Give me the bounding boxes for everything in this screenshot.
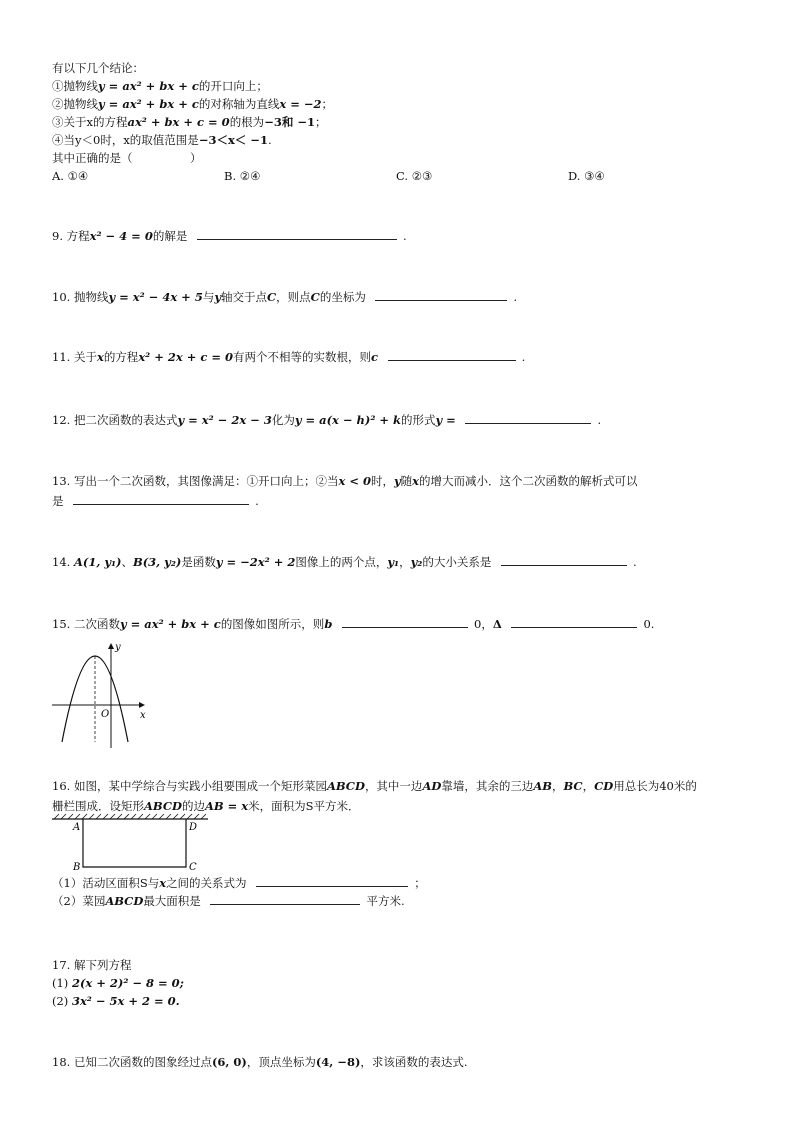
answer-blank-14[interactable]: [501, 554, 627, 566]
question-16: 16. 如图，某中学综合与实践小组要围成一个矩形菜园ABCD，其中一边AD靠墙，其余的三边AB，BC，CD用总长为40米的: [52, 779, 697, 793]
parabola-graph: [50, 640, 160, 750]
statement-2: ②抛物线y = ax² + bx + c的对称轴为直线x = −2；: [52, 97, 333, 111]
question-17: 17. 解下列方程: [52, 958, 132, 972]
question-16-cont: 栅栏围成．设矩形ABCD的边AB = x米，面积为S平方米．: [52, 799, 360, 813]
answer-blank-9[interactable]: [197, 228, 397, 240]
wall-hatching: [54, 814, 206, 819]
question-16-part-1: （1）活动区面积S与x之间的关系式为 ；: [52, 876, 426, 890]
answer-blank-12[interactable]: [465, 412, 591, 424]
question-13-cont: 是 .: [52, 494, 259, 508]
garden-diagram: [50, 814, 210, 874]
answer-blank-15-b[interactable]: [342, 616, 468, 628]
question-12: 12. 把二次函数的表达式y = x² − 2x − 3化为y = a(x − h)² + k的形式y = .: [52, 413, 602, 427]
intro-header: 有以下几个结论：: [52, 61, 144, 75]
x-axis-label: x: [140, 710, 146, 721]
statement-3: ③关于x的方程ax² + bx + c = 0的根为−3和 −1；: [52, 115, 327, 129]
question-16-part-2: （2）菜园ABCD最大面积是 平方米.: [52, 894, 405, 908]
option-d[interactable]: D. ③④: [568, 169, 605, 183]
equation-2: (2) 3x² − 5x + 2 = 0.: [52, 994, 180, 1008]
option-c[interactable]: C. ②③: [396, 169, 433, 183]
equation-1: (1) 2(x + 2)² − 8 = 0;: [52, 976, 184, 990]
question-15: 15. 二次函数y = ax² + bx + c的图像如图所示，则b 0，Δ 0.: [52, 617, 655, 631]
question-13: 13. 写出一个二次函数，其图像满足：①开口向上；②当x < 0时，y随x的增大而减小．这个二次函数的解析式可以: [52, 474, 638, 488]
vertex-a: A: [73, 822, 81, 833]
answer-blank-16-1[interactable]: [256, 875, 408, 887]
vertex-d: D: [189, 822, 198, 833]
answer-blank-15-delta[interactable]: [511, 616, 637, 628]
vertex-b: B: [73, 862, 81, 873]
fence-rectangle: [83, 819, 186, 867]
question-18: 18. 已知二次函数的图象经过点(6, 0)，顶点坐标为(4, −8)，求该函数的表达式.: [52, 1055, 468, 1069]
question-10: 10. 抛物线y = x² − 4x + 5与y轴交于点C，则点C的坐标为 .: [52, 290, 518, 304]
option-a[interactable]: A. ①④: [52, 169, 89, 183]
y-axis-label: y: [115, 642, 121, 653]
statement-4: ④当y＜0时，x的取值范围是−3＜x＜ −1.: [52, 133, 272, 147]
answer-blank-13[interactable]: [73, 493, 249, 505]
answer-blank-11[interactable]: [388, 349, 516, 361]
origin-label: O: [101, 709, 110, 720]
statement-1: ①抛物线y = ax² + bx + c的开口向上；: [52, 79, 268, 93]
answer-blank-16-2[interactable]: [210, 893, 360, 905]
vertex-c: C: [189, 862, 197, 873]
choice-question: 其中正确的是（ ）: [52, 151, 202, 165]
option-b[interactable]: B. ②④: [224, 169, 261, 183]
question-11: 11. 关于x的方程x² + 2x + c = 0有两个不相等的实数根，则c .: [52, 350, 526, 364]
question-14: 14. A(1, y₁)、B(3, y₂)是函数y = −2x² + 2图像上的两个点，y₁，y₂的大小关系是 .: [52, 555, 637, 569]
answer-blank-10[interactable]: [375, 289, 507, 301]
question-9: 9. 方程x² − 4 = 0的解是 .: [52, 229, 407, 243]
